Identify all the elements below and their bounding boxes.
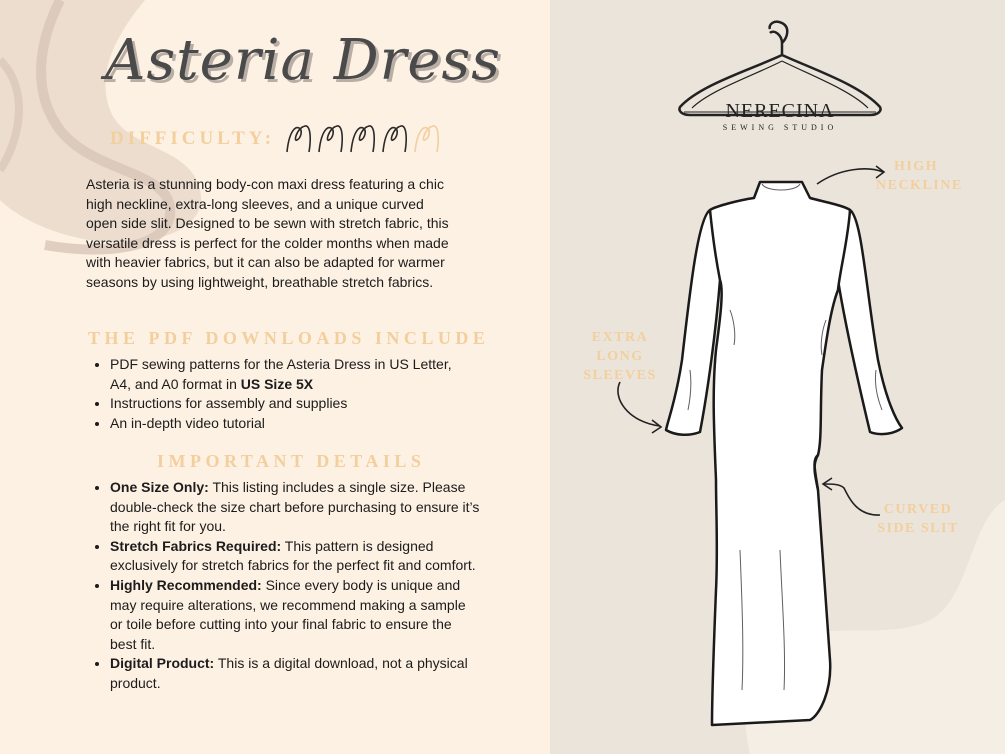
difficulty-icons xyxy=(283,122,441,156)
downloads-list xyxy=(86,355,470,433)
brand-name: NERECINA xyxy=(725,100,835,122)
downloads-heading: THE PDF DOWNLOADS INCLUDE xyxy=(88,328,490,348)
details-item: • Stretch Fabrics Required: This pattern is designed exclusively for stretch fabrics for the perfect fit and comfort. xyxy=(110,537,480,576)
product-title: Asteria Dress xyxy=(105,28,501,93)
callout-neckline-line: NECKLINE xyxy=(876,178,963,193)
callout-neckline xyxy=(876,157,963,195)
difficulty-needle-icon xyxy=(379,122,409,156)
downloads-item: • PDF sewing patterns for the Asteria Dress in US Letter, A4, and A0 format in US Size 5X xyxy=(110,355,470,394)
callout-sleeves-line: EXTRA xyxy=(591,330,649,345)
callout-neckline-line: HIGH xyxy=(893,159,939,174)
difficulty-needle-icon xyxy=(347,122,377,156)
callout-slit xyxy=(876,500,960,538)
difficulty-rating xyxy=(110,122,441,156)
callout-slit-line: CURVED xyxy=(883,502,953,517)
difficulty-label: DIFFICULTY: xyxy=(110,128,276,149)
details-heading: IMPORTANT DETAILS xyxy=(157,451,426,471)
difficulty-needle-icon xyxy=(283,122,313,156)
downloads-item: • An in-depth video tutorial xyxy=(110,414,470,434)
callout-slit-line: SIDE SLIT xyxy=(877,521,959,536)
details-item: • Highly Recommended: Since every body is unique and may require alterations, we recommend making a sample or toile before cutting into your final fabric to ensure the best fit. xyxy=(110,576,480,654)
details-list xyxy=(86,478,480,694)
difficulty-needle-icon xyxy=(411,122,441,156)
downloads-item: • Instructions for assembly and supplies xyxy=(110,394,470,414)
callout-sleeves-line: SLEEVES xyxy=(583,368,657,383)
callout-sleeves-line: LONG xyxy=(596,349,644,364)
details-item: • Digital Product: This is a digital download, not a physical product. xyxy=(110,654,480,693)
product-description: Asteria is a stunning body-con maxi dress featuring a chic high neckline, extra-long sleeves, and a unique curved open side slit. Designed to be sewn with stretch fabric, this versatile dress is perfect for the colder months when made with heavier fabrics, but it can also be adapted for warmer seasons by using lightweight, breathable stretch fabrics. xyxy=(86,176,449,290)
difficulty-needle-icon xyxy=(315,122,345,156)
callout-arrows xyxy=(600,150,1000,550)
details-item: • One Size Only: This listing includes a single size. Please double-check the size chart before purchasing to ensure it’s the right fit for you. xyxy=(110,478,480,537)
brand-subtitle: SEWING STUDIO xyxy=(722,123,838,132)
callout-sleeves xyxy=(582,328,658,385)
